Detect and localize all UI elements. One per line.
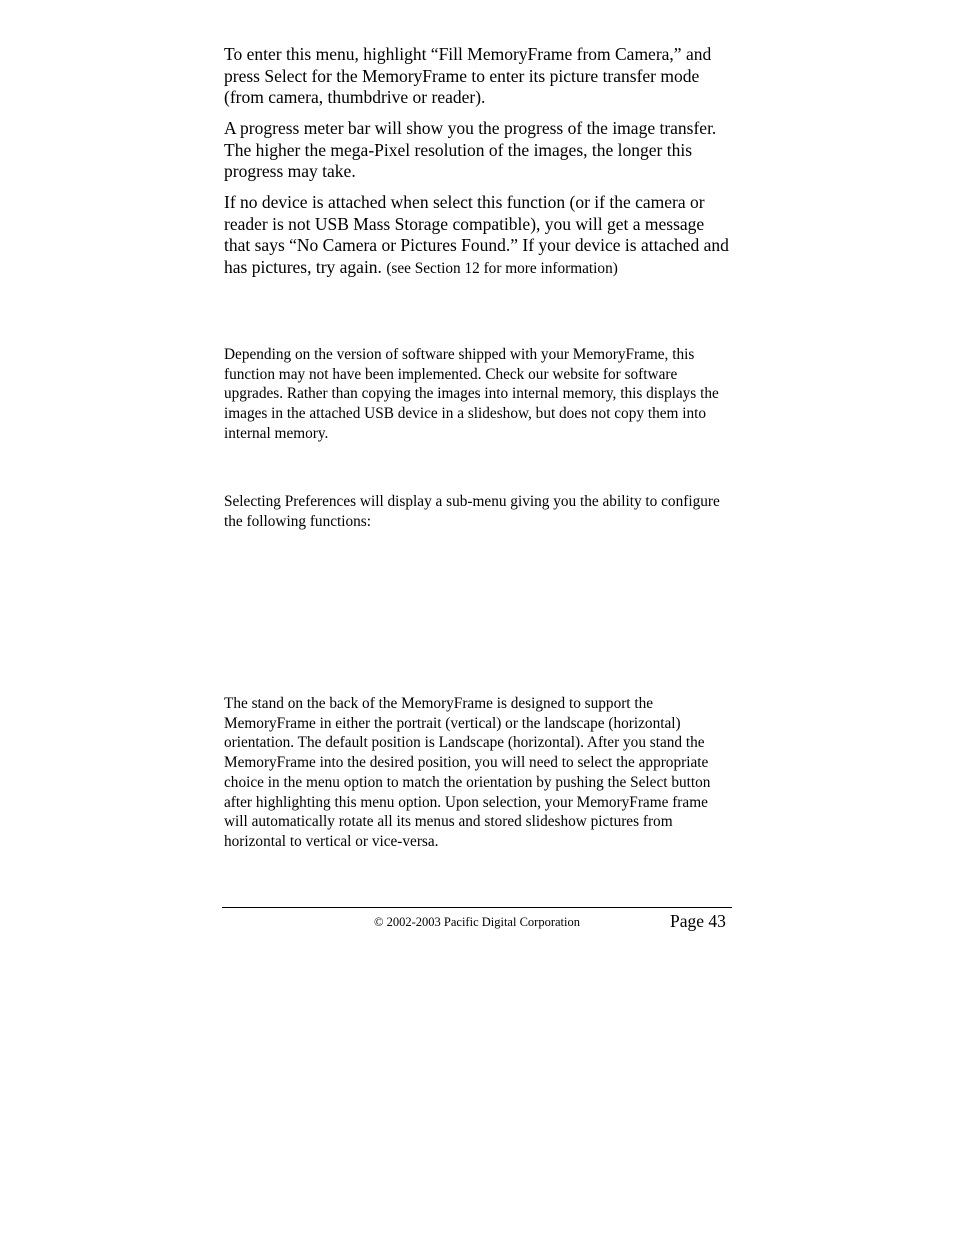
paragraph-orientation: The stand on the back of the MemoryFrame is designed to support the MemoryFrame in either the portrait (vertical) or the landscape (horizontal) orientation. The default position is Landscape (horizontal). After you stand the MemoryFrame into the desired position, you will need to select the appropriate choice in the menu option to match the orientation by pushing the Select button after highlighting this menu option. Upon selection, your MemoryFrame frame will automatically rotate all its menus and stored slideshow pictures from horizontal to vertical or vice-versa. — [224, 695, 711, 850]
footer-divider — [222, 907, 732, 908]
paragraph-progress-meter: A progress meter bar will show you the progress of the image transfer. The higher the mega-Pixel resolution of the images, the longer this progress may take. — [224, 118, 717, 182]
footer-copyright: © 2002-2003 Pacific Digital Corporation — [374, 915, 580, 929]
paragraph-preferences: Selecting Preferences will display a sub-menu giving you the ability to configure the following functions: — [224, 493, 720, 530]
section-reference-note: (see Section 12 for more information) — [386, 260, 618, 278]
page-number: Page 43 — [670, 911, 726, 931]
paragraph-no-device — [224, 192, 734, 280]
paragraph-usb-slideshow: Depending on the version of software shipped with your MemoryFrame, this function may not have been implemented. Check our website for software upgrades. Rather than copying the images into internal memory, this displays the images in the attached USB device in a slideshow, but does not copy them into internal memory. — [224, 346, 719, 442]
paragraph-no-device-text: If no device is attached when select this function (or if the camera or reader is not USB Mass Storage compatible), you will get a message that says “No Camera or Pictures Found.” If your device is attached and has pictures, try again. — [224, 192, 729, 278]
paragraph-fill-memoryframe: To enter this menu, highlight “Fill MemoryFrame from Camera,” and press Select for the MemoryFrame to enter its picture transfer mode (from camera, thumbdrive or reader). — [224, 44, 712, 108]
